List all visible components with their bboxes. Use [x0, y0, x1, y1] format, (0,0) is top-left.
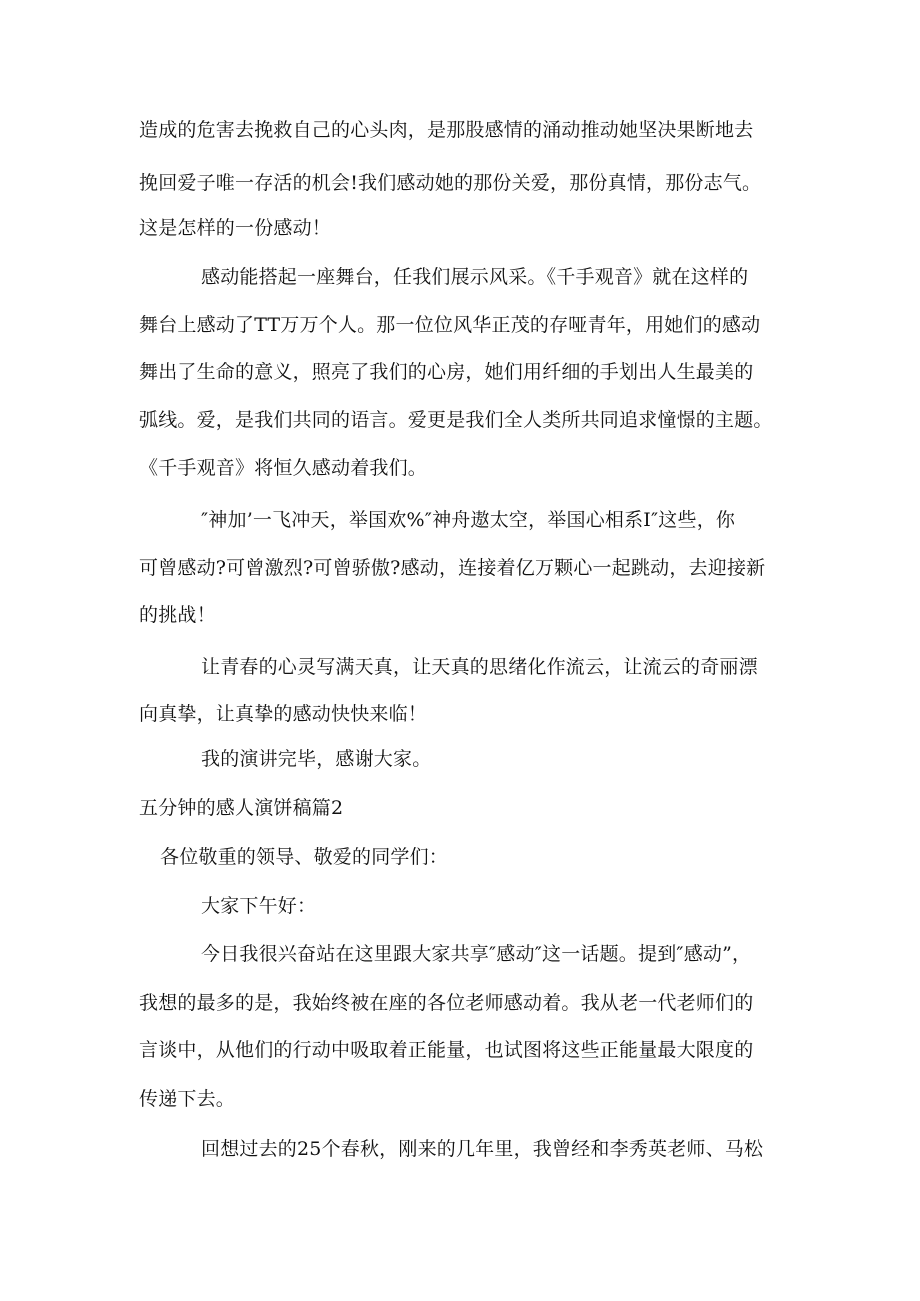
text-line: 各位敬重的领导、敬爱的同学们：: [160, 846, 449, 868]
text-line: 向真挚，让真挚的感动快快来临！: [139, 703, 428, 725]
text-line: 《千手观音》将恒久感动着我们。: [139, 457, 428, 479]
text-line: 造成的危害去挽救自己的心头肉，是那股感情的涌动推动她坚决果断地去: [139, 119, 754, 141]
section-heading: 五分钟的感人演饼稿篇2: [139, 797, 344, 819]
text-line: 传递下去。: [139, 1088, 236, 1110]
text-line: 我想的最多的是，我始终被在座的各位老师感动着。我从老一代老师们的: [139, 992, 754, 1014]
text-line: 大家下午好：: [201, 895, 317, 917]
text-line: 舞出了生命的意义，照亮了我们的心房，她们用纤细的手划出人生最美的: [139, 361, 754, 383]
text-line: 的挑战！: [139, 604, 216, 626]
text-line: 弧线。爱，是我们共同的语言。爱更是我们全人类所共同追求憧憬的主题。: [139, 409, 773, 431]
text-line: 这是怎样的一份感动！: [139, 217, 332, 239]
text-line: 言谈中，从他们的行动中吸取着正能量，也试图将这些正能量最大限度的: [139, 1039, 754, 1061]
text-line: 回想过去的25个春秋，刚来的几年里，我曾经和李秀英老师、马松: [201, 1138, 764, 1160]
text-line: 舞台上感动了TT万万个人。那一位位风华正茂的存哑青年，用她们的感动: [139, 314, 761, 336]
text-line: 可曾感动?可曾激烈?可曾骄傲?感动，连接着亿万颗心一起跳动，去迎接新: [139, 557, 766, 579]
text-line: 挽回爱子唯一存活的机会!我们感动她的那份关爱，那份真情，那份志气。: [139, 172, 762, 194]
text-line: 我的演讲完毕，感谢大家。: [201, 748, 432, 770]
text-line: 感动能搭起一座舞台，任我们展示风采。《千手观音》就在这样的: [201, 266, 749, 288]
text-line: 今日我很兴奋站在这里跟大家共享″感动″这一话题。提到″感动”，: [201, 943, 752, 965]
text-line: 让青春的心灵写满天真，让天真的思绪化作流云，让流云的奇丽漂: [201, 656, 758, 678]
text-line: ″神加’一飞冲天，举国欢%″神舟遨太空，举国心相系I″这些，你: [201, 509, 736, 531]
